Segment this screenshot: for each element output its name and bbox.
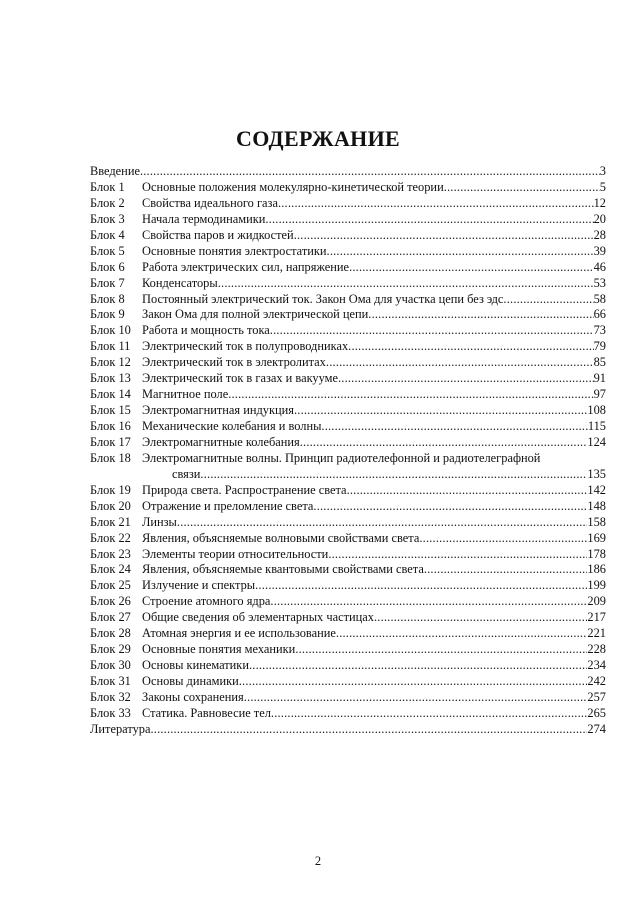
dot-leader: [327, 244, 594, 260]
toc-entry[interactable]: [90, 403, 606, 419]
toc-entry-title: Механические колебания и волны: [142, 419, 322, 433]
toc-entry-title: Свойства паров и жидкостей: [142, 227, 294, 242]
toc-entry-page: 209: [587, 594, 606, 609]
dot-leader: [249, 658, 587, 674]
toc-entry-label: Блок 9: [90, 307, 125, 322]
toc-entry-page: 199: [587, 578, 606, 593]
toc-entry-title: Основные положения молекулярно-кинетической теории: [142, 179, 444, 194]
dot-leader: [348, 339, 593, 355]
toc-entry-label: Блок 29: [90, 642, 131, 657]
toc-entry[interactable]: [90, 451, 606, 467]
toc-entry[interactable]: [90, 547, 606, 563]
toc-entry[interactable]: [90, 419, 606, 435]
toc-entry-page: 228: [587, 642, 606, 657]
toc-entry[interactable]: [90, 355, 606, 371]
toc-entry-title: Основы кинематики: [142, 658, 249, 673]
toc-entry[interactable]: [90, 212, 606, 228]
dot-leader: [150, 722, 587, 738]
toc-entry-title: Основные понятия механики: [142, 642, 296, 657]
toc-entry[interactable]: [90, 276, 606, 292]
dot-leader: [336, 626, 588, 642]
toc-entry-title: Магнитное поле: [142, 387, 229, 402]
toc-entry[interactable]: [90, 164, 606, 180]
toc-entry-title: Работа электрических сил, напряжение: [142, 259, 350, 274]
toc-entry-continuation[interactable]: [90, 467, 606, 483]
toc-entry-page: 3: [599, 164, 606, 178]
toc-entry-label: Блок 24: [90, 562, 131, 577]
toc-entry-page: 28: [593, 227, 606, 242]
toc-entry-title: Работа и мощность тока: [142, 323, 270, 338]
toc-entry-page: 158: [587, 514, 606, 529]
dot-leader: [328, 547, 587, 563]
toc-entry-page: 12: [593, 195, 606, 210]
toc-entry[interactable]: [90, 339, 606, 355]
toc-entry-page: 66: [593, 307, 606, 322]
dot-leader: [200, 467, 587, 483]
toc-entry-title: Введение: [90, 164, 140, 178]
toc-entry[interactable]: [90, 260, 606, 276]
toc-entry-label: Блок 18: [90, 450, 131, 465]
toc-entry-label: Блок 3: [90, 211, 125, 226]
toc-entry-page: 53: [593, 275, 606, 290]
toc-entry[interactable]: [90, 244, 606, 260]
toc-entry-title: Электромагнитные колебания: [142, 434, 300, 449]
toc-entry[interactable]: [90, 626, 606, 642]
toc-entry-page: 142: [587, 482, 606, 497]
toc-entry-title: Основы динамики: [142, 674, 239, 688]
toc-entry[interactable]: [90, 196, 606, 212]
toc-entry[interactable]: [90, 435, 606, 451]
toc-entry-label: Блок 5: [90, 243, 125, 258]
toc-entry-title: Электрический ток в электролитах: [142, 355, 326, 370]
dot-leader: [503, 292, 593, 308]
toc-entry[interactable]: [90, 387, 606, 403]
toc-entry-title: Строение атомного ядра: [142, 594, 271, 609]
dot-leader: [140, 164, 600, 180]
toc-entry[interactable]: [90, 722, 606, 738]
dot-leader: [295, 642, 587, 658]
toc-entry-title: Начала термодинамики: [142, 211, 266, 226]
toc-entry[interactable]: [90, 658, 606, 674]
toc-entry[interactable]: [90, 228, 606, 244]
toc-entry-label: Блок 4: [90, 227, 125, 242]
toc-entry-title: Законы сохранения: [142, 689, 244, 704]
dot-leader: [294, 228, 594, 244]
toc-entry-title: Общие сведения об элементарных частицах: [142, 610, 374, 625]
dot-leader: [374, 610, 587, 626]
toc-entry-page: 169: [587, 530, 606, 545]
toc-entry-label: Блок 16: [90, 419, 131, 433]
dot-leader: [419, 531, 587, 547]
dot-leader: [244, 690, 588, 706]
toc-entry-title-continued: связи: [172, 466, 201, 481]
toc-entry-label: Блок 32: [90, 689, 131, 704]
toc-entry-page: 85: [593, 355, 606, 370]
toc-entry-title: Статика. Равновесие тел: [142, 705, 271, 720]
toc-entry[interactable]: [90, 562, 606, 578]
toc-entry-label: Блок 21: [90, 514, 131, 529]
dot-leader: [347, 483, 588, 499]
dot-leader: [424, 562, 588, 578]
toc-entry-page: 58: [593, 291, 606, 306]
toc-entry-page: 186: [587, 562, 606, 577]
dot-leader: [228, 387, 593, 403]
toc-entry-page: 108: [587, 403, 606, 418]
toc-entry-page: 91: [593, 371, 606, 386]
dot-leader: [265, 212, 593, 228]
toc-entry[interactable]: [90, 610, 606, 626]
toc-entry-label: Блок 28: [90, 626, 131, 641]
toc-entry-label: Блок 30: [90, 658, 131, 673]
toc-entry-page: 79: [593, 339, 606, 354]
toc-entry-page: 46: [593, 259, 606, 274]
indent-spacer: [90, 467, 172, 483]
toc-entry[interactable]: [90, 371, 606, 387]
dot-leader: [313, 499, 587, 515]
toc-entry-page: 274: [587, 721, 606, 736]
toc-entry[interactable]: [90, 483, 606, 499]
dot-leader: [270, 594, 587, 610]
toc-entry-label: Блок 2: [90, 195, 125, 210]
toc-entry-label: Блок 26: [90, 594, 131, 609]
toc-entry-title: Электромагнитные волны. Принцип радиотелефонной и радиотелеграфной: [142, 450, 541, 465]
toc-entry-label: Блок 6: [90, 259, 125, 274]
table-of-contents: [90, 164, 606, 738]
toc-entry-label: Блок 11: [90, 339, 131, 354]
dot-leader: [239, 674, 588, 690]
toc-entry[interactable]: [90, 690, 606, 706]
toc-entry-page: 5: [599, 179, 606, 194]
toc-entry[interactable]: [90, 515, 606, 531]
toc-entry-label: Блок 1: [90, 179, 125, 194]
toc-entry[interactable]: [90, 578, 606, 594]
toc-entry-title: Линзы: [142, 514, 177, 529]
toc-entry[interactable]: [90, 674, 606, 690]
toc-entry-page: 217: [587, 610, 606, 625]
toc-entry-label: Блок 22: [90, 530, 131, 545]
toc-entry-page: 242: [587, 674, 606, 688]
page-number: 2: [314, 854, 322, 868]
toc-entry[interactable]: [90, 706, 606, 722]
toc-entry[interactable]: [90, 594, 606, 610]
toc-entry-page: 234: [587, 658, 606, 673]
toc-entry-title: Конденсаторы: [142, 275, 218, 290]
toc-entry-title: Постоянный электрический ток. Закон Ома для участка цепи без эдс: [142, 291, 504, 306]
toc-entry-label: Блок 13: [90, 371, 131, 386]
toc-entry-label: Блок 33: [90, 705, 131, 720]
toc-entry[interactable]: [90, 531, 606, 547]
toc-entry-label: Блок 25: [90, 578, 131, 593]
toc-entry-label: Блок 17: [90, 434, 131, 449]
toc-entry-title: Литература: [90, 721, 151, 736]
toc-entry-title: Закон Ома для полной электрической цепи: [142, 307, 369, 322]
toc-entry[interactable]: [90, 307, 606, 323]
dot-leader: [349, 260, 594, 276]
toc-entry-title: Излучение и спектры: [142, 578, 256, 593]
toc-entry-page: 135: [587, 466, 606, 481]
toc-entry-label: Блок 14: [90, 387, 131, 402]
dot-leader: [271, 706, 588, 722]
toc-entry-title: Явления, объясняемые квантовыми свойствами света: [142, 562, 424, 577]
toc-entry[interactable]: [90, 323, 606, 339]
toc-entry[interactable]: [90, 292, 606, 308]
dot-leader: [444, 180, 600, 196]
dot-leader: [326, 355, 594, 371]
toc-entry-label: Блок 19: [90, 482, 131, 497]
toc-entry-title: Основные понятия электростатики: [142, 243, 327, 258]
toc-entry-label: Блок 31: [90, 674, 131, 688]
dot-leader: [255, 578, 587, 594]
toc-entry-label: Блок 15: [90, 403, 131, 418]
toc-entry-title: Электрический ток в полупроводниках: [142, 339, 349, 354]
toc-entry-page: 221: [587, 626, 606, 641]
toc-entry-label: Блок 12: [90, 355, 131, 370]
toc-entry-page: 124: [587, 434, 606, 449]
toc-entry-page: 39: [593, 243, 606, 258]
dot-leader: [321, 419, 587, 435]
toc-entry-title: Отражение и преломление света: [142, 498, 314, 513]
dot-leader: [368, 307, 593, 323]
toc-entry-page: 20: [593, 211, 606, 226]
toc-entry-label: Блок 10: [90, 323, 131, 338]
dot-leader: [218, 276, 594, 292]
dot-leader: [294, 403, 587, 419]
dot-leader: [270, 323, 594, 339]
page-title: СОДЕРЖАНИЕ: [236, 126, 400, 151]
toc-entry-title: Атомная энергия и ее использование: [142, 626, 336, 641]
toc-entry-page: 73: [593, 323, 606, 338]
toc-entry[interactable]: [90, 180, 606, 196]
toc-entry-page: 257: [587, 689, 606, 704]
toc-entry-page: 265: [587, 705, 606, 720]
dot-leader: [338, 371, 594, 387]
toc-entry[interactable]: [90, 642, 606, 658]
dot-leader: [278, 196, 594, 212]
toc-entry-page: 97: [593, 387, 606, 402]
toc-entry-page: 115: [587, 419, 606, 433]
toc-entry-title: Элементы теории относительности: [142, 546, 329, 561]
toc-entry-title: Свойства идеального газа: [142, 195, 278, 210]
dot-leader: [177, 515, 588, 531]
toc-entry-label: Блок 23: [90, 546, 131, 561]
toc-entry-title: Электрический ток в газах и вакууме: [142, 371, 338, 386]
toc-entry-label: Блок 8: [90, 291, 125, 306]
toc-entry-label: Блок 7: [90, 275, 125, 290]
toc-entry-page: 178: [587, 546, 606, 561]
toc-entry-title: Явления, объясняемые волновыми свойствами света: [142, 530, 420, 545]
toc-entry-title: Электромагнитная индукция: [142, 403, 294, 418]
toc-entry-label: Блок 20: [90, 498, 131, 513]
toc-entry-title: Природа света. Распространение света: [142, 482, 347, 497]
toc-entry-page: 148: [587, 498, 606, 513]
toc-entry-label: Блок 27: [90, 610, 131, 625]
dot-leader: [300, 435, 588, 451]
toc-entry[interactable]: [90, 499, 606, 515]
